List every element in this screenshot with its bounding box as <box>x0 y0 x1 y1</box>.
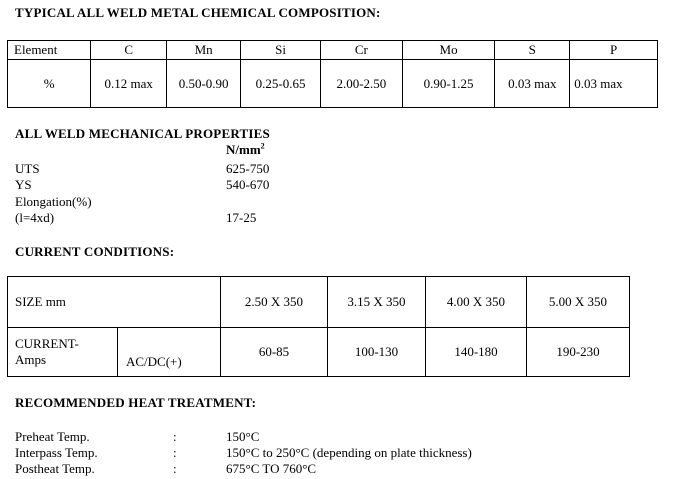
mech-value-uts: 625-750 <box>226 161 270 176</box>
current-size-row <box>8 277 630 328</box>
heat-sep: : <box>173 461 177 476</box>
current-amps-cell: 60-85 <box>221 328 328 377</box>
chem-header-cell: C <box>91 41 167 60</box>
chem-value-cell: 0.50-0.90 <box>167 60 241 108</box>
current-amps-cell: 100-130 <box>328 328 426 377</box>
mech-label-gauge: (l=4xd) <box>15 210 55 225</box>
heat-value-postheat: 675°C TO 760°C <box>226 461 317 476</box>
current-amps-label <box>8 328 118 377</box>
current-size-cell: 5.00 X 350 <box>527 277 630 328</box>
chem-value-cell: 0.90-1.25 <box>402 60 495 108</box>
chem-header-cell: P <box>570 41 658 60</box>
current-table <box>7 276 630 377</box>
mech-label-uts: UTS <box>15 161 40 176</box>
current-size-label: SIZE mm <box>8 277 221 328</box>
heat-sep: : <box>173 429 177 444</box>
mech-value-elongation: 17-25 <box>226 210 257 225</box>
heat-sep: : <box>173 445 177 460</box>
chem-header-cell: Element <box>8 41 91 60</box>
chem-value-row <box>8 60 658 108</box>
chem-value-cell: % <box>8 60 91 108</box>
current-label-line-1: CURRENT- <box>15 336 79 351</box>
chem-title: TYPICAL ALL WELD METAL CHEMICAL COMPOSITION: <box>15 5 381 20</box>
mech-unit: $N/mm^2$ <box>226 141 265 157</box>
mech-label-ys: YS <box>15 177 32 192</box>
mech-title: ALL WELD MECHANICAL PROPERTIES <box>15 126 270 141</box>
chem-header-cell: Mn <box>167 41 241 60</box>
current-amps-cell: 190-230 <box>527 328 630 377</box>
chem-header-row <box>8 41 658 60</box>
current-size-cell: 3.15 X 350 <box>328 277 426 328</box>
heat-label-preheat: Preheat Temp. <box>15 429 90 444</box>
chem-value-cell: 0.12 max <box>91 60 167 108</box>
mech-label-elongation: Elongation(%) <box>15 194 92 209</box>
chem-header-cell: Mo <box>402 41 495 60</box>
chem-table <box>7 40 658 108</box>
mech-value-ys: 540-670 <box>226 177 270 192</box>
chem-value-cell: 0.25-0.65 <box>241 60 321 108</box>
chem-header-cell: Si <box>241 41 321 60</box>
current-size-cell: 4.00 X 350 <box>426 277 527 328</box>
heat-value-interpass: 150°C to 250°C (depending on plate thickness) <box>226 445 472 460</box>
current-label-line-2: Amps <box>15 352 47 367</box>
chem-value-cell: 0.03 max <box>495 60 570 108</box>
chem-value-cell: 0.03 max <box>570 60 658 108</box>
heat-title: RECOMMENDED HEAT TREATMENT: <box>15 395 257 410</box>
chem-header-cell: Cr <box>320 41 402 60</box>
heat-label-interpass: Interpass Temp. <box>15 445 98 460</box>
current-amps-row <box>8 328 630 377</box>
heat-value-preheat: 150°C <box>226 429 260 444</box>
current-polarity: AC/DC(+) <box>118 328 221 377</box>
current-size-cell: 2.50 X 350 <box>221 277 328 328</box>
chem-header-cell: S <box>495 41 570 60</box>
current-title: CURRENT CONDITIONS: <box>15 244 175 259</box>
chem-value-cell: 2.00-2.50 <box>320 60 402 108</box>
heat-label-postheat: Postheat Temp. <box>15 461 95 476</box>
current-amps-cell: 140-180 <box>426 328 527 377</box>
